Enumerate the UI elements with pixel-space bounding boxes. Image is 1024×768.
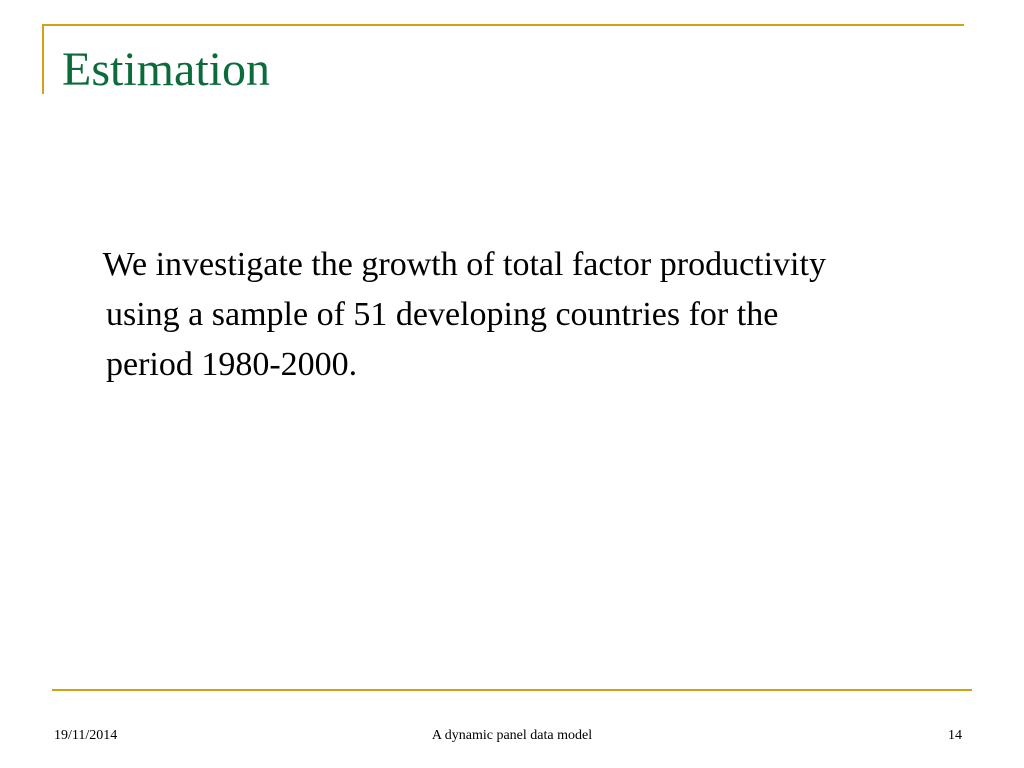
footer-rule (52, 689, 972, 691)
footer-title: A dynamic panel data model (431, 728, 593, 743)
footer-page-number: 14 (948, 728, 962, 743)
title-frame-top-rule (42, 24, 964, 26)
footer-date: 19/11/2014 (54, 728, 118, 743)
slide-body-text: We investigate the growth of total factor productivity using a sample of 51 developing countries for the period 1980-2000. (102, 246, 826, 383)
slide-title: Estimation (62, 43, 270, 96)
title-frame-left-rule (42, 24, 44, 94)
